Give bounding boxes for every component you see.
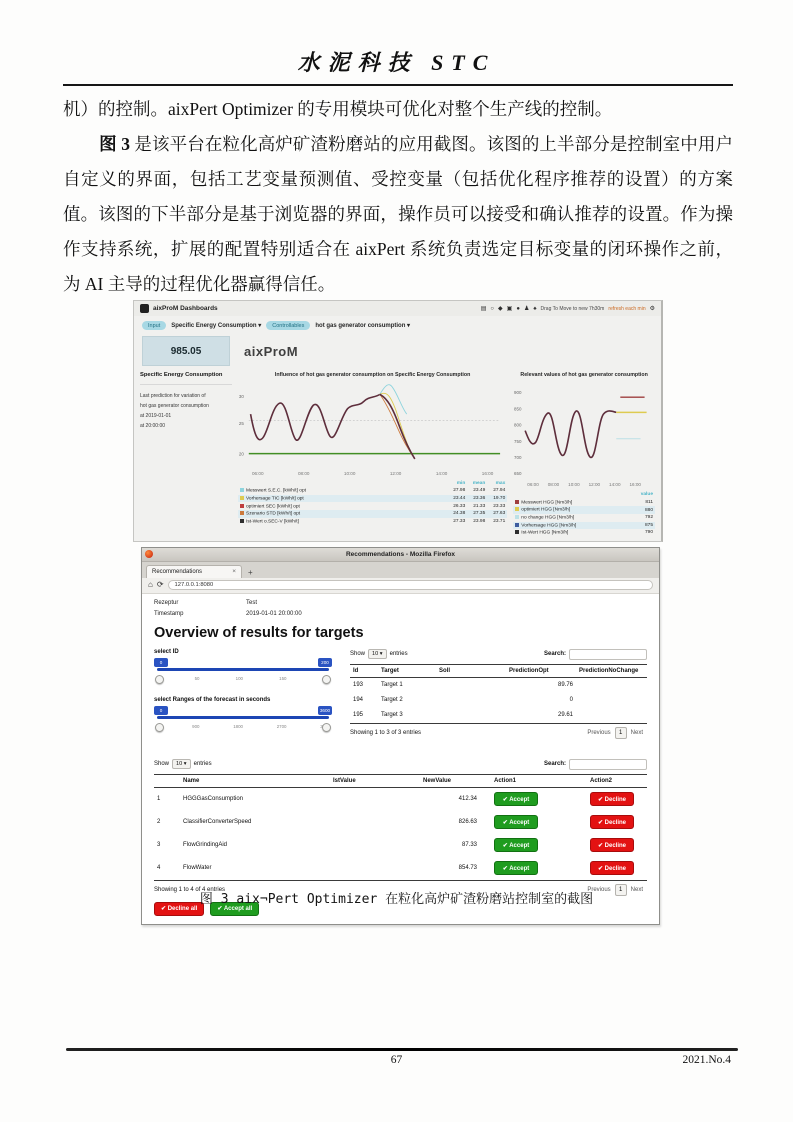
slider-handle-min[interactable]: [155, 723, 164, 732]
influence-chart-title: Influence of hot gas generator consumption on Specific Energy Consumption: [274, 372, 471, 378]
url-text: 127.0.0.1:8080: [174, 582, 214, 589]
legend-row[interactable]: Szenario STD [kWh/t] opt 24.38 27.35 27.63: [238, 510, 507, 518]
x-tick: 08:00: [297, 470, 310, 476]
series-swatch: [240, 488, 244, 492]
legend-row[interactable]: Ist-Wert HGG [Nm3/h] 790: [513, 529, 655, 537]
slider-handle-min[interactable]: [155, 675, 164, 684]
series-swatch: [240, 504, 244, 508]
column-header[interactable]: Target: [378, 664, 436, 677]
new-tab-button[interactable]: +: [248, 567, 253, 577]
series-swatch: [240, 511, 244, 515]
search-icon[interactable]: ○: [490, 305, 495, 312]
filter-row: [134, 316, 661, 332]
table-row[interactable]: 1 HGGGasConsumption 412.34 ✔ Accept ✔ Decline: [154, 787, 647, 811]
column-header[interactable]: Soll: [436, 664, 506, 677]
firefox-window: [141, 547, 660, 925]
x-tick: 14:00: [435, 470, 448, 476]
select-id-slider: [154, 649, 332, 681]
search-input[interactable]: [569, 759, 647, 770]
slider-track[interactable]: [157, 668, 329, 672]
decline-button[interactable]: ✔ Decline: [590, 792, 634, 806]
series-swatch: [240, 519, 244, 523]
bell-icon[interactable]: ♠: [533, 305, 537, 312]
firefox-icon: [145, 550, 153, 558]
svg-text:700: 700: [514, 454, 522, 460]
prediction-line: at 20:00:00: [140, 423, 166, 429]
series-swatch: [515, 500, 519, 504]
column-header[interactable]: Action2: [560, 774, 647, 787]
slider-max-badge: 3600: [319, 707, 331, 713]
tab-label: Recommendations: [152, 568, 203, 575]
relevant-chart-title: Relevant values of hot gas generator consumption: [520, 372, 648, 378]
slider-max-badge: 200: [318, 658, 332, 667]
paragraph-2-text: 是该平台在粒化高炉矿渣粉磨站的应用截图。该图的上半部分是控制室中用户自定义的界面，包括工艺变量预测值、受控变量（包括优化程序推荐的设置）的方案值。该图的下半部分是基于浏览器的界面，操作员可以接受和确认推荐的设置。作为操作支持系统，扩展的配置特别适合在 aixPert 系统负责选定目标变量的闭环操作之前，为 AI 主导的过程优化器赢得信任。: [63, 134, 734, 294]
page-number-button[interactable]: 1: [615, 727, 627, 739]
influence-chart-plot: [238, 380, 507, 470]
paragraph-2: [63, 127, 733, 302]
window-title: Recommendations - Mozilla Firefox: [345, 550, 456, 558]
show-label: Show: [154, 761, 170, 768]
recipe-label: Rezeptur: [154, 599, 179, 606]
table-row[interactable]: 194 Target 2 0: [353, 697, 573, 704]
user-icon[interactable]: ♟: [523, 305, 530, 312]
influence-chart: [238, 372, 507, 537]
relevant-x-axis: [513, 481, 655, 489]
series-swatch: [515, 515, 519, 519]
decline-button[interactable]: ✔ Decline: [590, 861, 634, 875]
share-icon[interactable]: ◆: [498, 305, 503, 312]
relevant-values-chart: [513, 372, 655, 537]
next-button[interactable]: Next: [630, 886, 643, 893]
column-header[interactable]: Action1: [480, 774, 560, 787]
decline-button[interactable]: ✔ Decline: [590, 838, 634, 852]
influence-x-axis: [238, 470, 507, 478]
prediction-panel: [140, 372, 232, 537]
figure-caption: 图 3 aix¬Pert Optimizer 在粒化高炉矿渣粉磨站控制室的截图: [199, 892, 594, 907]
table-row[interactable]: 193 Target 1 89.76: [353, 682, 573, 689]
slider-ticks: 50 100 150: [194, 675, 287, 681]
reload-icon[interactable]: ⟳: [156, 580, 164, 590]
x-tick: 12:00: [389, 470, 402, 476]
svg-text:650: 650: [514, 471, 522, 477]
entries-select[interactable]: 10 ▾: [368, 649, 387, 659]
legend-row[interactable]: Messwert S.E.C. [kWh/t] opt 27.98 23.49 27.94: [238, 487, 507, 495]
accept-button[interactable]: ✔ Accept: [494, 838, 538, 852]
page-number: 67: [390, 1054, 403, 1066]
slider-label: select ID: [154, 648, 179, 655]
svg-text:750: 750: [514, 438, 522, 444]
timestamp-label: Timestamp: [154, 610, 184, 617]
forecast-range-slider: [154, 697, 332, 729]
x-tick: 06:00: [252, 470, 264, 476]
legend-row[interactable]: Ist-Wert o.SEC-V [kWh/t] 27.33 23.98 23.71: [238, 518, 507, 526]
series-swatch: [515, 530, 519, 534]
table-row[interactable]: 2 ClassifierConverterSpeed 826.63 ✔ Accept ✔ Decline: [154, 811, 647, 834]
settings-icon[interactable]: ⚙: [649, 305, 655, 312]
influence-legend: [238, 480, 507, 526]
table-row[interactable]: 195 Target 3 29.61: [350, 708, 647, 724]
show-label: Show: [350, 651, 366, 658]
toolbar-note: Drag To Move to new 7h30m: [540, 305, 605, 312]
accept-all-button[interactable]: ✔ Accept all: [210, 902, 259, 916]
slider-ticks: 900 1800 2700: [192, 723, 287, 729]
x-tick: 10:00: [343, 470, 356, 476]
accept-button[interactable]: ✔ Accept: [494, 861, 538, 875]
timestamp-value: 2019-01-01 20:00:00: [246, 610, 302, 617]
column-header[interactable]: NewValue: [420, 774, 480, 787]
slider-track[interactable]: [157, 716, 329, 720]
navigation-bar: [142, 578, 659, 594]
page-number-button[interactable]: 1: [615, 884, 627, 896]
x-tick: 16:00: [629, 482, 641, 488]
x-tick: 08:00: [547, 482, 560, 488]
table-summary: Showing 1 to 3 of 3 entries: [350, 729, 422, 736]
legend-row[interactable]: optimiert HGG [Nm3/h] 880: [513, 506, 655, 514]
column-header[interactable]: Name: [180, 774, 330, 787]
kpi-tile: [142, 336, 230, 366]
dashboard-main: [134, 368, 661, 537]
app-title[interactable]: aixProM Dashboards: [153, 305, 218, 312]
paragraph-1: 机）的控制。aixPert Optimizer 的专用模块可优化对整个生产线的控制。: [63, 99, 613, 119]
record-icon[interactable]: ●: [516, 305, 520, 312]
entries-label: entries: [193, 761, 212, 768]
address-bar[interactable]: [168, 580, 653, 590]
slider-handle-max[interactable]: [322, 723, 331, 732]
svg-text:800: 800: [514, 422, 522, 428]
prediction-line: at 2019-01-01: [140, 413, 172, 419]
recipe-row: [154, 600, 647, 606]
page-title: Overview of results for targets: [154, 624, 364, 641]
figure-3: [133, 300, 665, 925]
search-label: Search:: [543, 761, 566, 768]
kpi-row: [134, 332, 661, 368]
save-icon[interactable]: ▤: [480, 305, 487, 312]
prediction-line: hot gas generator consumption: [140, 403, 209, 409]
page-content: [142, 594, 659, 924]
kpi-value: 985.05: [170, 345, 202, 357]
series-swatch: [515, 507, 519, 511]
dashboard-topbar: [134, 301, 661, 316]
relevant-legend: [513, 491, 655, 537]
previous-button[interactable]: Previous: [587, 729, 611, 736]
svg-text:850: 850: [514, 406, 522, 412]
y-tick: 20: [238, 451, 244, 457]
journal-masthead: 水泥科技 STC: [297, 50, 496, 75]
relevant-chart-plot: [513, 380, 655, 481]
previous-button[interactable]: Previous: [587, 886, 611, 893]
slider-label: select Ranges of the forecast in seconds: [154, 696, 271, 703]
recipe-value: Test: [246, 599, 258, 606]
x-tick: 12:00: [588, 482, 601, 488]
timestamp-row: [154, 611, 647, 617]
prediction-panel-title: Specific Energy Consumption: [140, 372, 232, 385]
figure-reference: 图 3: [99, 134, 130, 154]
filter-sliders: [154, 649, 332, 745]
decline-all-button[interactable]: ✔ Decline all: [154, 902, 204, 916]
tab-bar: [142, 562, 659, 578]
legend-row[interactable]: no change HGG [Nm3/h] 792: [513, 514, 655, 522]
accept-button[interactable]: ✔ Accept: [494, 792, 538, 806]
y-tick: 25: [238, 420, 244, 426]
controllables-chip[interactable]: Controllables: [266, 321, 310, 330]
svg-text:900: 900: [514, 390, 522, 396]
table-row[interactable]: 4 FlowWater 854.73 ✔ Accept ✔ Decline: [154, 857, 647, 881]
x-tick: 10:00: [568, 482, 580, 488]
input-chip-label[interactable]: Specific Energy Consumption ▾: [171, 323, 262, 329]
footer-rule: [66, 1048, 738, 1051]
app-grid-icon[interactable]: [140, 304, 149, 313]
masthead-rule: [63, 84, 733, 86]
y-tick: 30: [238, 393, 244, 399]
legend-row[interactable]: Vorhersage HGG [Nm3/h] 875: [513, 522, 655, 530]
targets-table-section: [350, 649, 647, 745]
column-header[interactable]: PredictionNoChange: [576, 664, 647, 677]
search-input[interactable]: [569, 649, 647, 660]
x-tick: 06:00: [527, 482, 539, 488]
table-summary: Showing 1 to 4 of 4 entries: [154, 886, 226, 893]
refresh-link[interactable]: refresh each min: [608, 305, 646, 312]
series-swatch: [240, 496, 244, 500]
input-chip[interactable]: Input: [142, 321, 166, 330]
aixprom-logo: aixProM: [244, 343, 299, 359]
legend-col-header[interactable]: mean: [472, 480, 486, 486]
body-text: [63, 92, 733, 302]
aixprom-dashboard: [133, 300, 663, 542]
chart-icon[interactable]: ▣: [506, 305, 513, 312]
x-tick: 16:00: [481, 470, 494, 476]
recommendations-table: [154, 774, 647, 881]
table-row[interactable]: 3 FlowGrindingAid 87.33 ✔ Accept ✔ Decline: [154, 834, 647, 857]
search-label: Search:: [543, 651, 566, 658]
slider-handle-max[interactable]: [322, 675, 331, 684]
accept-button[interactable]: ✔ Accept: [494, 815, 538, 829]
decline-button[interactable]: ✔ Decline: [590, 815, 634, 829]
column-header[interactable]: Id: [350, 664, 378, 677]
slider-min-badge: 0: [154, 706, 168, 715]
legend-col-header[interactable]: max: [495, 480, 506, 486]
home-icon[interactable]: ⌂: [148, 580, 153, 590]
column-header[interactable]: PredictionOpt: [506, 664, 576, 677]
targets-table: [350, 664, 647, 724]
window-titlebar[interactable]: [142, 548, 659, 562]
tab-recommendations[interactable]: [146, 565, 242, 578]
legend-row[interactable]: optimiert SEC [kWh/t] opt 26.33 21.33 23.33: [238, 502, 507, 510]
tab-close-icon[interactable]: ×: [232, 568, 236, 576]
prediction-line: Last prediction for variation of: [140, 393, 206, 399]
entries-select[interactable]: 10 ▾: [172, 759, 191, 769]
legend-row[interactable]: Messwert HGG [Nm3/h] 811: [513, 499, 655, 507]
column-header[interactable]: IstValue: [330, 774, 420, 787]
legend-col-header[interactable]: value: [640, 492, 653, 498]
slider-min-badge: 0: [154, 658, 168, 667]
legend-row[interactable]: Vorhersage TIC [kWh/t] opt 23.44 23.36 19.70: [238, 495, 507, 503]
next-button[interactable]: Next: [630, 729, 643, 736]
entries-label: entries: [389, 651, 408, 658]
issue-number: 2021.No.4: [682, 1054, 731, 1066]
controllables-chip-label[interactable]: hot gas generator consumption ▾: [315, 323, 411, 329]
series-swatch: [515, 523, 519, 527]
x-tick: 14:00: [609, 482, 621, 488]
legend-col-header[interactable]: min: [456, 480, 466, 486]
